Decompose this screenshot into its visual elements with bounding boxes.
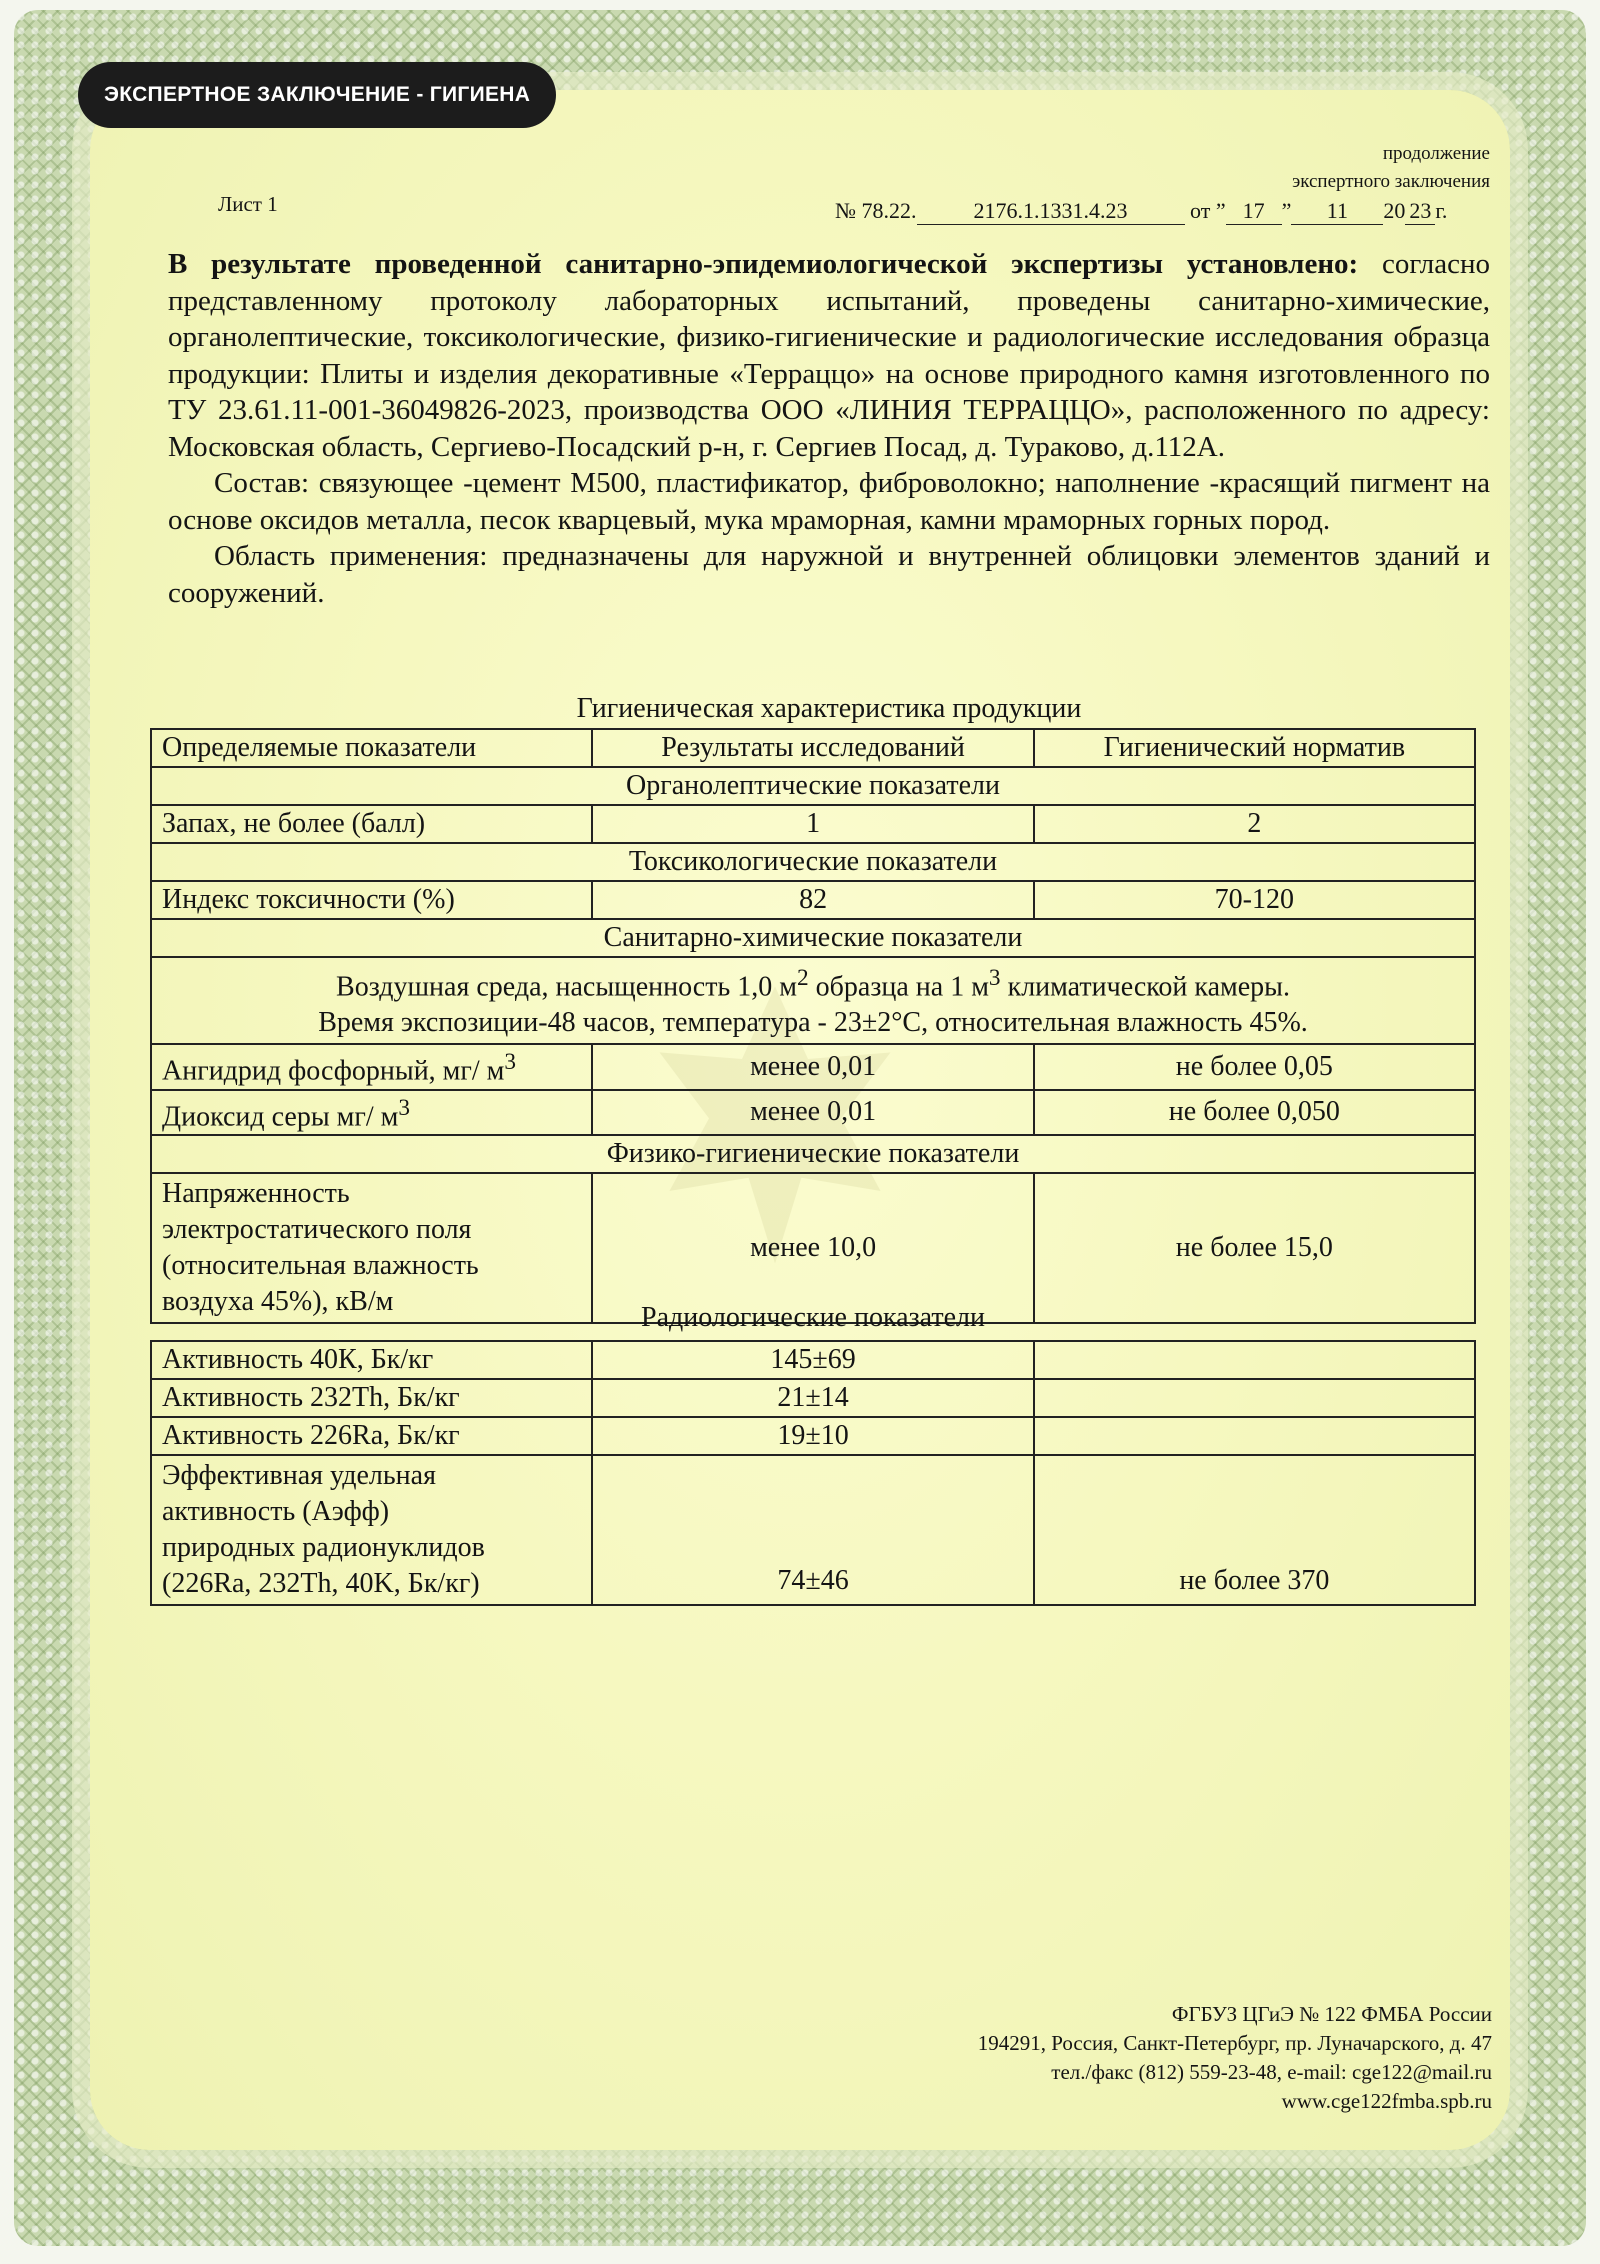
indicator-line: Напряженность (162, 1177, 350, 1209)
result-cell: менее 10,0 (592, 1173, 1033, 1323)
application-paragraph: Область применения: предназначены для наружной и внутренней облицовки элементов зданий и сооружений. (168, 540, 1490, 609)
sup-3: 3 (988, 965, 1001, 991)
section-title-organoleptic: Органолептические показатели (151, 767, 1475, 805)
indicator-line: природных радионуклидов (162, 1532, 485, 1563)
norm-cell: не более 0,05 (1034, 1044, 1475, 1089)
result-cell: менее 0,01 (592, 1044, 1033, 1089)
year-prefix: 20 (1383, 198, 1406, 223)
indicator-text: Диоксид серы мг/ м (162, 1100, 399, 1132)
air-note-line-2: Время экспозиции-48 часов, температура - 23±2°С, относительная влажность 45%. (318, 1007, 1308, 1039)
table-row (151, 1455, 1475, 1605)
result-cell: 1 (592, 805, 1033, 843)
indicator-line: активность (Аэфф) (162, 1496, 390, 1527)
norm-cell: не более 0,050 (1034, 1090, 1475, 1135)
norm-cell: не более 370 (1034, 1455, 1475, 1605)
indicator-cell: Активность 226Ra, Бк/кг (151, 1417, 592, 1455)
table-row (151, 1044, 1475, 1089)
continuation-line-2: экспертного заключения (1292, 171, 1490, 192)
lead-bold: В результате проведенной санитарно-эпидемиологической экспертизы установлено: (168, 248, 1359, 280)
indicator-cell: Запах, не более (балл) (151, 805, 592, 843)
conclusion-number: 2176.1.1331.4.23 (917, 198, 1185, 225)
sup-3: 3 (398, 1094, 411, 1121)
table-caption: Гигиеническая характеристика продукции (576, 693, 1082, 724)
sup-2: 2 (796, 965, 809, 991)
result-cell: 82 (592, 881, 1033, 919)
air-note-text: климатической камеры. (1000, 971, 1290, 1003)
hygiene-table (150, 728, 1476, 1324)
indicator-text: Ангидрид фосфорный, мг/ м (162, 1055, 505, 1087)
indicator-cell: Индекс токсичности (%) (151, 881, 592, 919)
result-cell: 74±46 (592, 1455, 1033, 1605)
table-row (151, 1341, 1475, 1379)
issuer-site: www.cge122fmba.spb.ru (1281, 2089, 1492, 2113)
table-row (151, 1090, 1475, 1135)
radiology-table (150, 1340, 1476, 1606)
result-cell: 145±69 (592, 1341, 1033, 1379)
sup-3: 3 (504, 1049, 517, 1076)
section-title-sanitary-chemical: Санитарно-химические показатели (151, 919, 1475, 957)
lead-paragraph (168, 246, 1490, 465)
norm-cell (1034, 1417, 1475, 1455)
indicator-line: (относительная влажность (162, 1249, 479, 1281)
table-header-row (151, 729, 1475, 767)
indicator-cell: Активность 232Th, Бк/кг (151, 1379, 592, 1417)
result-cell: менее 0,01 (592, 1090, 1033, 1135)
norm-cell: не более 15,0 (1034, 1173, 1475, 1323)
conclusion-number-line (835, 198, 1447, 225)
table-row (151, 881, 1475, 919)
table-row (151, 1173, 1475, 1323)
section-badge: ЭКСПЕРТНОЕ ЗАКЛЮЧЕНИЕ - ГИГИЕНА (78, 62, 556, 128)
section-title-toxicology: Токсикологические показатели (151, 843, 1475, 881)
year-unit: г. (1435, 198, 1448, 223)
indicator-cell (151, 1455, 592, 1605)
indicator-cell (151, 1090, 592, 1135)
table-row (151, 1417, 1475, 1455)
section-title-physical-hygienic: Физико-гигиенические показатели (151, 1135, 1475, 1173)
header-cell: Гигиенический норматив (1034, 729, 1475, 767)
norm-cell: 70-120 (1034, 881, 1475, 919)
table-row (151, 1379, 1475, 1417)
issuer-org: ФГБУЗ ЦГиЭ № 122 ФМБА России (1171, 2002, 1492, 2026)
indicator-cell: Активность 40К, Бк/кг (151, 1341, 592, 1379)
result-cell: 19±10 (592, 1417, 1033, 1455)
continuation-note (1292, 140, 1490, 196)
header-cell: Определяемые показатели (151, 729, 592, 767)
issuer-address: 194291, Россия, Санкт-Петербург, пр. Луначарского, д. 47 (977, 2031, 1492, 2055)
from-label: от (1190, 198, 1211, 223)
table-row (151, 805, 1475, 843)
year-suffix: 23 (1405, 198, 1435, 225)
norm-cell: 2 (1034, 805, 1475, 843)
norm-cell (1034, 1341, 1475, 1379)
issuer-contacts: тел./факс (812) 559-23-48, e-mail: cge122@mail.ru (1051, 2060, 1492, 2084)
sheet-number: Лист 1 (218, 192, 278, 216)
indicator-line: Эффективная удельная (162, 1460, 436, 1491)
number-prefix: № 78.22. (835, 198, 917, 223)
air-note-text: Воздушная среда, насыщенность 1,0 м (336, 971, 797, 1003)
date-day: 17 (1226, 198, 1282, 225)
indicator-line: (226Ra, 232Th, 40K, Бк/кг) (162, 1568, 480, 1599)
composition-paragraph: Состав: связующее -цемент М500, пластификатор, фиброволокно; наполнение -красящий пигмент на основе оксидов металла, песок кварцевый, мука мраморная, камни мраморных горных пород. (168, 467, 1490, 536)
indicator-line: воздуха 45%), кВ/м (162, 1285, 394, 1317)
date-month: 11 (1291, 198, 1383, 225)
air-note-text: образца на 1 м (808, 971, 989, 1003)
issuer-footer (978, 2000, 1492, 2116)
indicator-line: электростатического поля (162, 1213, 472, 1245)
indicator-cell (151, 1044, 592, 1089)
indicator-cell (151, 1173, 592, 1323)
air-note-line-1 (162, 960, 1464, 1005)
result-cell: 21±14 (592, 1379, 1033, 1417)
norm-cell (1034, 1379, 1475, 1417)
conclusion-body (168, 246, 1490, 611)
lead-text: согласно представленному протоколу лабораторных испытаний, проведены санитарно-химические, органолептические, токсикологические, физико-гигиенические и радиологические исследования образца продукции: Плиты и изделия декоративные «Терраццо» на основе природного камня изготовленного по ТУ 23.61.11-001-36049826-2023, производства ООО «ЛИНИЯ ТЕРРАЦЦО», расположенного по адресу: Московская область, Сергиево-Посадский р-н, г. Сергиев Посад, д. Тураково, д.112А. (168, 248, 1490, 463)
quote-close: ” (1281, 198, 1292, 223)
header-cell: Результаты исследований (592, 729, 1033, 767)
air-conditions-note (151, 957, 1475, 1044)
continuation-line-1: продолжение (1382, 143, 1490, 164)
quote-open: ” (1215, 198, 1226, 223)
section-title-radiological: Радиологические показатели (641, 1302, 985, 1333)
